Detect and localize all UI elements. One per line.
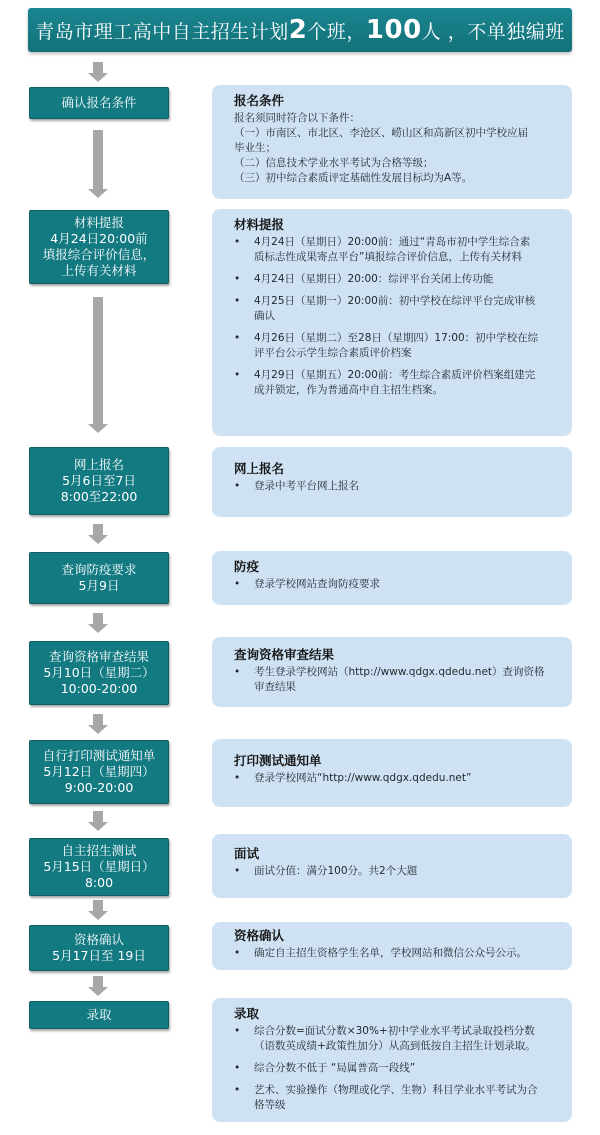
step-time: 10:00-20:00 (60, 681, 138, 696)
step-date: 5月17日至 19日 (52, 948, 146, 963)
list-item (234, 577, 558, 592)
step-time: 8:00至22:00 (60, 489, 138, 504)
list-item (234, 294, 558, 324)
bullet-text: 审查结果 (254, 681, 296, 693)
arrow-down-icon (88, 297, 108, 433)
arrow-down-icon (88, 811, 108, 831)
panel-text: （二）信息技术学业水平考试为合格等级； (234, 157, 434, 169)
step-date: 5月10日（星期二） (43, 665, 155, 680)
arrow-down-icon (88, 714, 108, 734)
step-date: 5月15日（星期日） (43, 859, 155, 874)
bullet-text: 确认 (254, 310, 275, 322)
bullet-text: 4月26日（星期二）至28日（星期四）17:00：初中学校在综 (254, 332, 539, 344)
bullet-text: 确定自主招生资格学生名单，学校网站和微信公众号公示。 (254, 947, 527, 959)
title-text-3: 人 ，不单独编班 (421, 21, 565, 43)
step-date: 4月24日20:00前 (50, 231, 148, 246)
panel-heading: 面试 (234, 846, 260, 861)
bullet-icon: • (234, 369, 241, 381)
bullet-icon: • (234, 1025, 241, 1037)
step-material-submission (29, 210, 169, 284)
bullet-icon: • (234, 1084, 241, 1096)
bullet-icon: • (234, 332, 241, 344)
title-student-count: 100 (365, 15, 422, 45)
step-confirm-conditions (29, 87, 169, 119)
panel-interview (212, 834, 572, 898)
step-epidemic-requirements (29, 552, 169, 604)
bullet-text: 成并锁定，作为普通高中自主招生档案。 (254, 384, 443, 396)
step-label: 确认报名条件 (61, 95, 137, 110)
panel-print-notice (212, 739, 572, 807)
step-label: 资格确认 (73, 932, 124, 947)
step-label: 网上报名 (73, 457, 124, 472)
bullet-text: 综合分数不低于 “局属普高一段线” (254, 1062, 416, 1074)
panel-qualification-confirm (212, 922, 572, 970)
title-text-1: 青岛市理工高中自主招生计划 (35, 21, 289, 43)
step-detail: 填报综合评价信息， (42, 247, 156, 262)
list-item (234, 771, 558, 786)
list-item (234, 1061, 558, 1076)
step-time: 8:00 (84, 875, 114, 890)
list-item (234, 665, 558, 695)
panel-text: （一）市南区、市北区、李沧区、崂山区和高新区初中学校应届 (234, 127, 528, 139)
bullet-icon: • (234, 578, 241, 590)
bullet-text: 4月29日（星期五）20:00前：考生综合素质评价档案组建完 (254, 369, 536, 381)
bullet-icon: • (234, 480, 241, 492)
panel-registration-conditions (212, 85, 572, 199)
bullet-text: （语数英成绩+政策性加分）从高到低按自主招生计划录取。 (254, 1040, 536, 1052)
panel-text: 报名须同时符合以下条件： (234, 112, 360, 124)
list-item (234, 864, 558, 879)
panel-text: 毕业生； (234, 142, 276, 154)
bullet-text: 4月24日（星期日）20:00：综评平台关闭上传功能 (254, 273, 494, 285)
step-online-registration (29, 447, 169, 515)
panel-heading: 资格确认 (234, 928, 285, 943)
panel-heading: 防疫 (234, 559, 260, 574)
bullet-icon: • (234, 273, 241, 285)
list-item (234, 1083, 558, 1113)
step-label: 查询资格审查结果 (48, 649, 149, 664)
step-label: 查询防疫要求 (61, 562, 137, 577)
step-print-notice (29, 740, 169, 804)
list-item (234, 235, 558, 265)
step-time: 9:00-20:00 (64, 780, 134, 795)
bullet-text: 格等级 (254, 1099, 286, 1111)
bullet-text: 登录学校网站“http://www.qdgx.qdedu.net” (254, 772, 472, 784)
step-label: 录取 (86, 1007, 112, 1022)
panel-heading: 查询资格审查结果 (234, 647, 335, 662)
bullet-text: 评平台公示学生综合素质评价档案 (254, 347, 412, 359)
panel-heading: 报名条件 (234, 93, 285, 108)
arrow-down-icon (88, 976, 108, 996)
list-item (234, 331, 558, 361)
bullet-icon: • (234, 295, 241, 307)
list-item (234, 946, 558, 961)
list-item (234, 479, 558, 494)
bullet-text: 4月25日（星期一）20:00前：初中学校在综评平台完成审核 (254, 295, 536, 307)
panel-heading: 打印测试通知单 (234, 753, 322, 768)
panel-text: （三）初中综合素质评定基础性发展目标均为A等。 (234, 172, 473, 184)
bullet-text: 登录中考平台网上报名 (254, 480, 359, 492)
list-item (234, 1024, 558, 1054)
step-qualification-confirm (29, 925, 169, 971)
step-admission-test (29, 838, 169, 896)
arrow-down-icon (88, 130, 108, 198)
bullet-icon: • (234, 947, 241, 959)
step-detail: 上传有关材料 (61, 263, 137, 278)
step-qualification-results (29, 641, 169, 705)
list-item (234, 272, 558, 287)
bullet-icon: • (234, 772, 241, 784)
panel-epidemic (212, 551, 572, 605)
panel-heading: 录取 (234, 1006, 260, 1021)
bullet-icon: • (234, 1062, 241, 1074)
step-label: 自主招生测试 (61, 843, 137, 858)
panel-heading: 材料提报 (234, 217, 285, 232)
step-admission (29, 1001, 169, 1029)
panel-heading: 网上报名 (234, 461, 285, 476)
step-date: 5月9日 (78, 578, 120, 593)
title-bar (28, 8, 572, 52)
step-date: 5月12日（星期四） (43, 764, 155, 779)
bullet-text: 综合分数=面试分数×30%+初中学业水平考试录取投档分数 (254, 1025, 535, 1037)
panel-material-submission (212, 209, 572, 436)
step-label: 材料提报 (73, 215, 124, 230)
bullet-text: 质标志性成果寄点平台”填报综合评价信息，上传有关材料 (254, 251, 522, 263)
panel-online-registration (212, 447, 572, 517)
title-text-2: 个班， (307, 21, 366, 43)
bullet-text: 面试分值：满分100分。共2个大题 (254, 865, 418, 877)
arrow-down-icon (88, 613, 108, 633)
list-item (234, 368, 558, 398)
bullet-text: 考生登录学校网站（http://www.qdgx.qdedu.net）查询资格 (254, 666, 545, 678)
bullet-text: 登录学校网站查询防疫要求 (254, 578, 380, 590)
title-class-count: 2 (288, 15, 308, 45)
bullet-icon: • (234, 865, 241, 877)
bullet-text: 艺术、实验操作（物理或化学、生物）科目学业水平考试为合 (254, 1084, 538, 1096)
arrow-down-icon (88, 900, 108, 920)
arrow-down-icon (88, 524, 108, 544)
arrow-down-icon (88, 62, 108, 82)
panel-admission (212, 998, 572, 1122)
step-date: 5月6日至7日 (62, 473, 136, 488)
panel-qualification-results (212, 637, 572, 707)
bullet-icon: • (234, 666, 241, 678)
step-label: 自行打印测试通知单 (42, 748, 156, 763)
bullet-icon: • (234, 236, 241, 248)
bullet-text: 4月24日（星期日）20:00前：通过“青岛市初中学生综合素 (254, 236, 531, 248)
